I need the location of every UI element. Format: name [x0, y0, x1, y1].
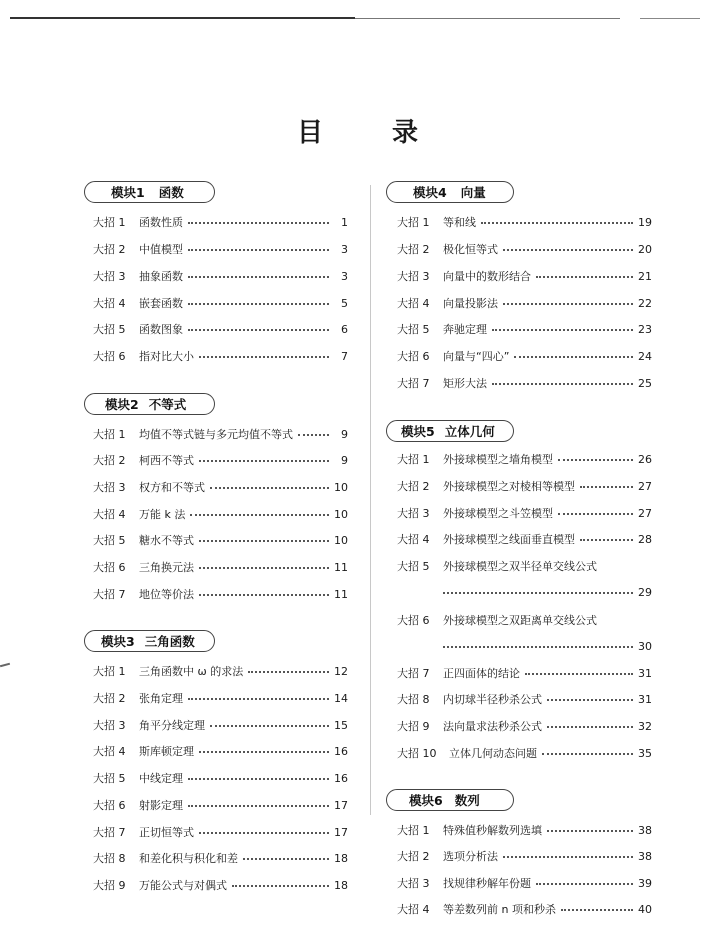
toc-entry-page: 11	[334, 587, 348, 601]
toc-entry-title: 函数性质	[139, 216, 183, 229]
module-header-4[interactable]	[386, 181, 514, 203]
toc-entry[interactable]	[93, 531, 348, 549]
toc-entry-title: 外接球模型之双距离单交线公式	[443, 614, 597, 627]
dot-leader	[547, 830, 633, 832]
toc-entry-number: 大招 1	[397, 216, 430, 229]
toc-entry-title: 张角定理	[139, 692, 183, 705]
module-label: 模块2	[105, 397, 139, 412]
toc-entry[interactable]	[397, 530, 652, 548]
dot-leader	[443, 592, 633, 594]
toc-entry[interactable]	[93, 823, 348, 841]
toc-entry-title: 外接球模型之双半径单交线公式	[443, 560, 597, 573]
dot-leader	[547, 699, 633, 701]
toc-entry-page: 28	[638, 532, 652, 546]
toc-entry-title: 向量中的数形结合	[443, 270, 531, 283]
toc-entry-page: 6	[341, 322, 348, 336]
toc-entry-number: 大招 3	[93, 719, 126, 732]
toc-entry-page: 10	[334, 507, 348, 521]
toc-entry-number: 大招 2	[397, 480, 430, 493]
dot-leader	[481, 222, 633, 224]
toc-entry-page: 27	[638, 479, 652, 493]
toc-entry-page: 16	[334, 771, 348, 785]
toc-entry-page: 38	[638, 849, 652, 863]
toc-entry-title: 向量与“四心”	[443, 350, 510, 363]
module-label: 模块3	[101, 634, 135, 649]
dot-leader	[298, 434, 329, 436]
toc-entry-title: 函数图象	[139, 323, 183, 336]
toc-entry-number: 大招 9	[93, 879, 126, 892]
toc-entry-number: 大招 3	[93, 270, 126, 283]
toc-entry-number: 大招 4	[93, 745, 126, 758]
module-header-5[interactable]	[386, 420, 514, 442]
toc-entry-number: 大招 9	[397, 720, 430, 733]
toc-entry-number: 大招 3	[397, 507, 430, 520]
toc-entry[interactable]	[93, 689, 348, 707]
toc-entry[interactable]	[93, 662, 348, 680]
page-title: 目 录	[296, 118, 449, 148]
module-header-3[interactable]	[84, 630, 215, 652]
module-title: 数列	[454, 793, 480, 808]
toc-entry[interactable]	[397, 294, 652, 312]
toc-entry-title: 抽象函数	[139, 270, 183, 283]
toc-entry-title: 角平分线定理	[139, 719, 205, 732]
toc-entry-page: 15	[334, 718, 348, 732]
dot-leader	[542, 753, 633, 755]
toc-entry-title: 外接球模型之墙角模型	[443, 453, 553, 466]
toc-entry[interactable]	[93, 558, 348, 576]
toc-entry[interactable]	[93, 240, 348, 258]
toc-entry[interactable]	[397, 821, 652, 839]
dot-leader	[443, 646, 633, 648]
toc-entry-number: 大招 10	[397, 747, 437, 760]
dot-leader	[199, 540, 329, 542]
module-header-1[interactable]	[84, 181, 215, 203]
toc-entry[interactable]	[93, 742, 348, 760]
module-header-2[interactable]	[84, 393, 215, 415]
toc-entry-title: 等差数列前 n 项和秒杀	[443, 903, 556, 916]
dot-leader	[188, 329, 329, 331]
toc-entry-title: 外接球模型之线面垂直模型	[443, 533, 575, 546]
toc-entry[interactable]	[93, 451, 348, 469]
toc-entry[interactable]	[397, 347, 652, 365]
toc-entry-page: 17	[334, 798, 348, 812]
toc-entry-title: 向量投影法	[443, 297, 498, 310]
toc-entry-number: 大招 7	[397, 667, 430, 680]
toc-entry[interactable]	[397, 320, 652, 338]
toc-entry-page: 38	[638, 823, 652, 837]
dot-leader	[199, 356, 329, 358]
module-label: 模块4	[413, 185, 447, 200]
toc-entry-page: 14	[334, 691, 348, 705]
toc-entry-title: 斯库顿定理	[139, 745, 194, 758]
toc-entry[interactable]	[93, 213, 348, 231]
toc-entry-page: 16	[334, 744, 348, 758]
toc-entry[interactable]	[397, 267, 652, 285]
toc-entry-page: 39	[638, 876, 652, 890]
toc-entry-number: 大招 1	[93, 665, 126, 678]
toc-entry-title: 矩形大法	[443, 377, 487, 390]
dot-leader	[188, 303, 329, 305]
dot-leader	[536, 883, 633, 885]
dot-leader	[503, 303, 633, 305]
toc-entry-number: 大招 6	[397, 614, 430, 627]
module-title: 向量	[460, 185, 486, 200]
dot-leader	[190, 514, 329, 516]
toc-entry[interactable]	[93, 267, 348, 285]
dot-leader	[558, 459, 633, 461]
dot-leader	[580, 486, 633, 488]
toc-entry-page: 23	[638, 322, 652, 336]
dot-leader	[188, 778, 329, 780]
toc-entry[interactable]	[397, 213, 652, 231]
toc-entry-number: 大招 5	[93, 323, 126, 336]
toc-entry-title: 外接球模型之斗笠模型	[443, 507, 553, 520]
toc-entry-title: 射影定理	[139, 799, 183, 812]
toc-entry-number: 大招 4	[397, 533, 430, 546]
toc-entry-page: 10	[334, 480, 348, 494]
toc-entry-number: 大招 1	[397, 453, 430, 466]
toc-entry-page: 26	[638, 452, 652, 466]
dot-leader	[188, 276, 329, 278]
toc-entry-number: 大招 2	[93, 692, 126, 705]
toc-entry-title: 外接球模型之对棱相等模型	[443, 480, 575, 493]
toc-entry-number: 大招 5	[397, 323, 430, 336]
dot-leader	[492, 383, 633, 385]
toc-entry-page: 30	[638, 639, 652, 653]
toc-entry[interactable]	[93, 294, 348, 312]
toc-entry-number: 大招 4	[397, 297, 430, 310]
toc-entry[interactable]	[93, 796, 348, 814]
toc-entry-number: 大招 8	[93, 852, 126, 865]
module-title: 函数	[158, 185, 184, 200]
toc-entry-title: 选项分析法	[443, 850, 498, 863]
toc-entry-title: 糖水不等式	[139, 534, 194, 547]
dot-leader	[188, 222, 329, 224]
toc-entry-page: 18	[334, 851, 348, 865]
toc-entry-number: 大招 2	[397, 243, 430, 256]
toc-entry-number: 大招 3	[397, 877, 430, 890]
dot-leader	[514, 356, 633, 358]
toc-entry[interactable]	[397, 847, 652, 865]
toc-entry[interactable]	[397, 240, 652, 258]
toc-entry-page: 11	[334, 560, 348, 574]
toc-entry-number: 大招 3	[397, 270, 430, 283]
toc-entry-title: 权方和不等式	[139, 481, 205, 494]
toc-entry-title: 中线定理	[139, 772, 183, 785]
toc-entry[interactable]	[93, 849, 348, 867]
toc-entry[interactable]	[397, 477, 652, 495]
toc-entry-number: 大招 7	[397, 377, 430, 390]
toc-entry[interactable]	[93, 876, 348, 894]
toc-entry-title: 嵌套函数	[139, 297, 183, 310]
dot-leader	[525, 673, 633, 675]
toc-entry-title: 特殊值秒解数列选填	[443, 824, 542, 837]
toc-entry-page: 20	[638, 242, 652, 256]
toc-entry[interactable]	[397, 611, 652, 629]
dot-leader	[188, 805, 329, 807]
toc-entry-number: 大招 5	[93, 772, 126, 785]
module-label: 模块6	[409, 793, 443, 808]
dot-leader	[248, 671, 329, 673]
toc-entry[interactable]	[397, 664, 652, 682]
dot-leader	[558, 513, 633, 515]
toc-entry-title: 正四面体的结论	[443, 667, 520, 680]
toc-entry-page: 22	[638, 296, 652, 310]
module-title: 不等式	[148, 397, 187, 412]
toc-entry[interactable]	[93, 505, 348, 523]
toc-entry-page: 18	[334, 878, 348, 892]
toc-entry-title: 万能 k 法	[139, 508, 186, 521]
toc-entry-page: 12	[334, 664, 348, 678]
toc-entry-page: 19	[638, 215, 652, 229]
toc-entry[interactable]	[93, 585, 348, 603]
toc-entry-page: 21	[638, 269, 652, 283]
dot-leader	[210, 725, 329, 727]
toc-entry-title: 和差化积与积化和差	[139, 852, 238, 865]
dot-leader	[199, 751, 329, 753]
toc-entry[interactable]	[93, 320, 348, 338]
toc-entry-page: 9	[341, 427, 348, 441]
toc-entry-title: 中值模型	[139, 243, 183, 256]
dot-leader	[547, 726, 633, 728]
toc-entry-page: 29	[638, 585, 652, 599]
dot-leader	[188, 698, 329, 700]
toc-entry-page: 31	[638, 666, 652, 680]
toc-entry-number: 大招 8	[397, 693, 430, 706]
toc-entry-continuation[interactable]	[443, 583, 652, 601]
toc-entry-page: 35	[638, 746, 652, 760]
dot-leader	[210, 487, 329, 489]
toc-entry-page: 3	[341, 269, 348, 283]
module-title: 立体几何	[444, 424, 495, 439]
toc-entry-title: 找规律秒解年份题	[443, 877, 531, 890]
toc-entry-page: 25	[638, 376, 652, 390]
toc-entry-number: 大招 4	[93, 508, 126, 521]
toc-entry-number: 大招 4	[397, 903, 430, 916]
toc-entry-number: 大招 6	[397, 350, 430, 363]
scan-mark	[0, 663, 10, 668]
toc-entry[interactable]	[397, 504, 652, 522]
toc-entry-title: 均值不等式链与多元均值不等式	[139, 428, 293, 441]
toc-entry[interactable]	[397, 900, 652, 918]
toc-entry-number: 大招 7	[93, 826, 126, 839]
toc-entry-title: 法向量求法秒杀公式	[443, 720, 542, 733]
toc-entry[interactable]	[93, 769, 348, 787]
dot-leader	[580, 539, 633, 541]
toc-entry-title: 极化恒等式	[443, 243, 498, 256]
toc-entry-title: 内切球半径秒杀公式	[443, 693, 542, 706]
dot-leader	[199, 460, 329, 462]
dot-leader	[503, 856, 633, 858]
toc-entry[interactable]	[93, 478, 348, 496]
toc-entry-title: 正切恒等式	[139, 826, 194, 839]
dot-leader	[199, 594, 329, 596]
toc-entry-number: 大招 2	[93, 454, 126, 467]
toc-entry-page: 27	[638, 506, 652, 520]
toc-entry-title: 万能公式与对偶式	[139, 879, 227, 892]
dot-leader	[188, 249, 329, 251]
top-rule-left	[10, 17, 355, 19]
toc-entry-number: 大招 7	[93, 588, 126, 601]
toc-entry-page: 3	[341, 242, 348, 256]
toc-entry-title: 柯西不等式	[139, 454, 194, 467]
toc-entry-page: 5	[341, 296, 348, 310]
toc-entry-page: 24	[638, 349, 652, 363]
toc-entry-title: 奔驰定理	[443, 323, 487, 336]
toc-entry-title: 地位等价法	[139, 588, 194, 601]
toc-entry-number: 大招 6	[93, 561, 126, 574]
toc-entry-number: 大招 5	[397, 560, 430, 573]
toc-entry[interactable]	[397, 874, 652, 892]
toc-entry[interactable]	[93, 716, 348, 734]
toc-entry-page: 7	[341, 349, 348, 363]
column-divider	[370, 185, 371, 815]
toc-entry-title: 三角函数中 ω 的求法	[139, 665, 244, 678]
toc-entry-page: 40	[638, 902, 652, 916]
toc-entry-title: 等和线	[443, 216, 476, 229]
toc-entry-number: 大招 6	[93, 799, 126, 812]
module-title: 三角函数	[144, 634, 195, 649]
toc-entry-page: 32	[638, 719, 652, 733]
toc-entry-page: 1	[341, 215, 348, 229]
toc-entry-title: 三角换元法	[139, 561, 194, 574]
toc-entry-title: 指对比大小	[139, 350, 194, 363]
top-rule-middle	[355, 18, 620, 19]
toc-entry[interactable]	[93, 425, 348, 443]
dot-leader	[561, 909, 633, 911]
toc-entry[interactable]	[397, 557, 652, 575]
dot-leader	[492, 329, 633, 331]
toc-entry-title: 立体几何动态问题	[449, 747, 537, 760]
dot-leader	[536, 276, 633, 278]
toc-entry[interactable]	[397, 717, 652, 735]
toc-entry-number: 大招 2	[397, 850, 430, 863]
toc-entry-number: 大招 1	[93, 428, 126, 441]
toc-entry-continuation[interactable]	[443, 637, 652, 655]
toc-entry[interactable]	[397, 374, 652, 392]
toc-entry-number: 大招 4	[93, 297, 126, 310]
dot-leader	[199, 832, 329, 834]
toc-entry-page: 10	[334, 533, 348, 547]
toc-entry-page: 31	[638, 692, 652, 706]
toc-entry-number: 大招 3	[93, 481, 126, 494]
toc-entry-number: 大招 6	[93, 350, 126, 363]
toc-entry-number: 大招 1	[93, 216, 126, 229]
dot-leader	[199, 567, 329, 569]
module-header-6[interactable]	[386, 789, 514, 811]
dot-leader	[503, 249, 633, 251]
module-label: 模块5	[401, 424, 435, 439]
toc-entry-number: 大招 2	[93, 243, 126, 256]
toc-entry-page: 9	[341, 453, 348, 467]
toc-entry[interactable]	[397, 744, 652, 762]
top-rule-right	[640, 18, 700, 19]
module-label: 模块1	[111, 185, 145, 200]
toc-entry[interactable]	[397, 450, 652, 468]
toc-entry-page: 17	[334, 825, 348, 839]
toc-entry-number: 大招 5	[93, 534, 126, 547]
toc-entry-number: 大招 1	[397, 824, 430, 837]
toc-entry[interactable]	[397, 690, 652, 708]
toc-entry[interactable]	[93, 347, 348, 365]
dot-leader	[243, 858, 329, 860]
dot-leader	[232, 885, 329, 887]
